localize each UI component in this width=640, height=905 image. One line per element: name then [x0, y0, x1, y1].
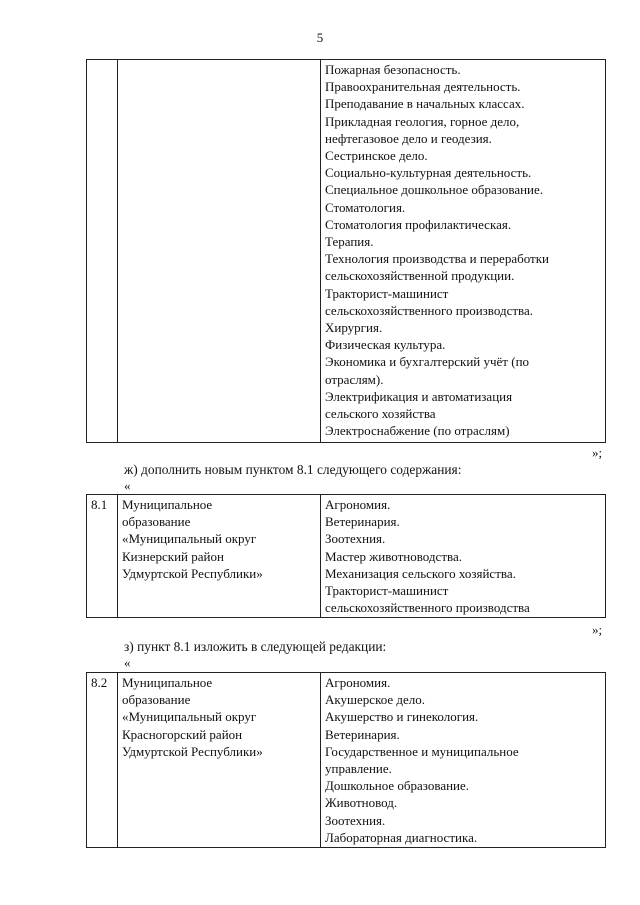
row-number-cell: 8.1 — [87, 495, 118, 618]
list-item: Механизация сельского хозяйства. — [325, 565, 516, 581]
amendment-instruction-zh: ж) дополнить новым пунктом 8.1 следующего содержания: — [124, 462, 462, 477]
table-row — [87, 60, 606, 443]
opening-quote: « — [124, 655, 131, 670]
specialty-list — [321, 60, 606, 443]
list-item: Преподавание в начальных классах. — [325, 96, 525, 112]
specialties-table-8-2 — [86, 672, 606, 848]
list-item: Зоотехния. — [325, 531, 386, 547]
region-name: Муниципальное образование «Муниципальный округ Красногорский район Удмуртской Республики» — [122, 675, 263, 759]
table-row — [87, 673, 606, 848]
specialty-list — [321, 495, 606, 618]
list-item: Электроснабжение (по отраслям) — [325, 423, 510, 439]
list-item: Физическая культура. — [325, 337, 446, 353]
page-number: 5 — [316, 30, 324, 45]
list-item: Электрификация и автоматизация сельского хозяйства — [325, 388, 513, 422]
list-item: Животновод. — [325, 795, 398, 811]
amendment-instruction-z: з) пункт 8.1 изложить в следующей редакции: — [124, 639, 387, 654]
list-item: Дошкольное образование. — [325, 778, 470, 794]
list-item: Акушерство и гинекология. — [325, 709, 479, 725]
list-item: Терапия. — [325, 234, 374, 250]
region-cell — [118, 60, 321, 443]
specialty-list — [321, 673, 606, 848]
row-number-cell: 8.2 — [87, 673, 118, 848]
list-item: Стоматология. — [325, 199, 406, 215]
list-item: Экономика и бухгалтерский учёт (по отраслям). — [325, 354, 530, 387]
list-item: Зоотехния. — [325, 812, 386, 828]
closing-quote: »; — [592, 622, 603, 637]
list-item: Пожарная безопасность. — [325, 62, 461, 77]
list-item: Агрономия. — [325, 675, 391, 690]
list-item: Ветеринария. — [325, 726, 400, 742]
region-name: Муниципальное образование «Муниципальный округ Кизнерский район Удмуртской Республики» — [122, 497, 263, 581]
closing-quote: »; — [592, 445, 603, 460]
list-item: Социально-культурная деятельность. — [325, 165, 532, 181]
region-cell — [118, 673, 321, 848]
list-item: Акушерское дело. — [325, 692, 426, 708]
list-item: Государственное и муниципальное управление. — [325, 743, 519, 777]
list-item: Ветеринария. — [325, 514, 400, 530]
list-item: Мастер животноводства. — [325, 548, 462, 564]
list-item: Технология производства и переработки сельскохозяйственной продукции. — [325, 251, 549, 284]
row-number-cell — [87, 60, 118, 443]
list-item: Прикладная геология, горное дело, нефтегазовое дело и геодезия. — [325, 113, 520, 146]
list-item: Специальное дошкольное образование. — [325, 182, 544, 198]
table-row — [87, 495, 606, 618]
list-item: Стоматология профилактическая. — [325, 216, 512, 232]
region-cell — [118, 495, 321, 618]
list-item: Лабораторная диагностика. — [325, 829, 478, 845]
list-item: Тракторист-машинист сельскохозяйственного производства. — [325, 285, 534, 318]
list-item: Агрономия. — [325, 497, 391, 512]
list-item: Правоохранительная деятельность. — [325, 79, 521, 95]
opening-quote: « — [124, 478, 131, 493]
specialties-table-continued — [86, 59, 606, 443]
list-item: Хирургия. — [325, 320, 383, 336]
list-item: Сестринское дело. — [325, 148, 428, 164]
specialties-table-8-1 — [86, 494, 606, 618]
list-item: Тракторист-машинист сельскохозяйственного производства — [325, 583, 530, 616]
